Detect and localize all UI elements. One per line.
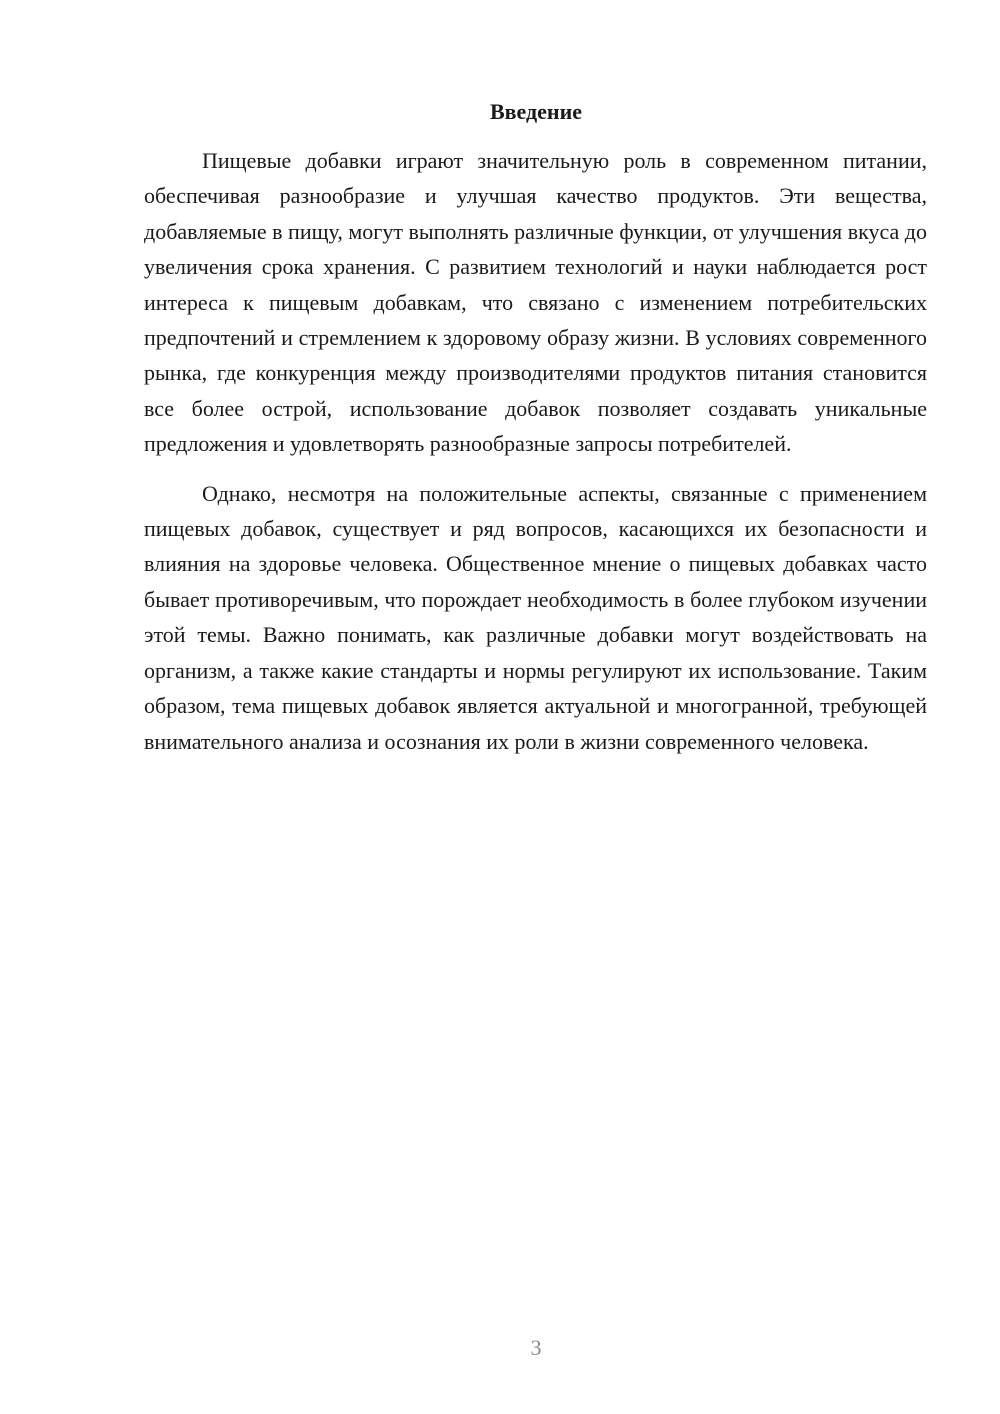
page-number: 3 (530, 1335, 542, 1360)
body-text (144, 143, 927, 759)
paragraph-intro: Пищевые добавки играют значительную роль в современном питании, обеспечивая разнообразие и улучшая качество продуктов. Эти вещества, добавляемые в пищу, могут выполнять различные функции, от улучшения вкуса до увеличения срока хранения. С развитием технологий и науки наблюдается рост интереса к пищевым добавкам, что связано с изменением потребительских предпочтений и стремлением к здоровому образу жизни. В условиях современного рынка, где конкуренция между производителями продуктов питания становится все более острой, использование добавок позволяет создавать уникальные предложения и удовлетворять разнообразные запросы потребителей. (144, 148, 927, 457)
paragraph-concerns: Однако, несмотря на положительные аспекты, связанные с применением пищевых добавок, существует и ряд вопросов, касающихся их безопасности и влияния на здоровье человека. Общественное мнение о пищевых добавках часто бывает противоречивым, что порождает необходимость в более глубоком изучении этой темы. Важно понимать, как различные добавки могут воздействовать на организм, а также какие стандарты и нормы регулируют их использование. Таким образом, тема пищевых добавок является актуальной и многогранной, требующей внимательного анализа и осознания их роли в жизни современного человека. (144, 480, 927, 754)
section-heading: Введение (489, 99, 583, 124)
